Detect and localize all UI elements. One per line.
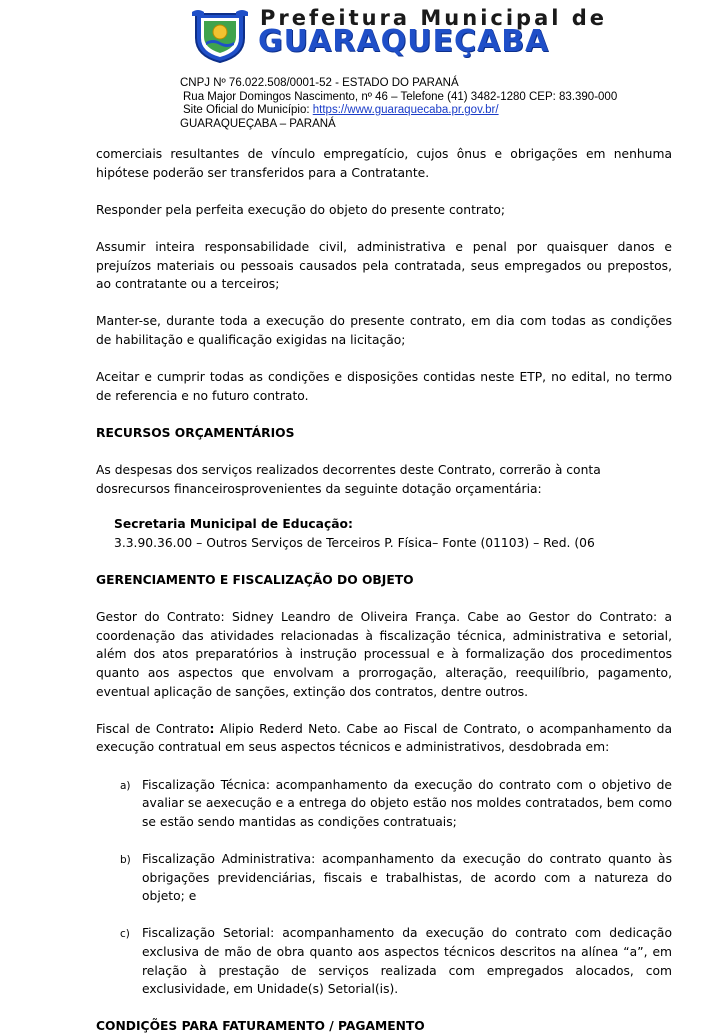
cnpj-line: CNPJ Nº 76.022.508/0001-52 - ESTADO DO PARANÁ [180, 77, 459, 89]
paragraph-liability: Assumir inteira responsabilidade civil, administrativa e penal por quaisquer danos e prejuízos materiais ou pessoais causados pela contratada, seus empregados ou prepostos, ao contratante ou a terceiros; [96, 239, 672, 292]
paragraph-qualification: Manter-se, durante toda a execução do presente contrato, em dia com todas as condições de habilitação e qualificação exigidas na licitação; [96, 314, 672, 347]
budget-allocation-code: 3.3.90.36.00 – Outros Serviços de Terceiros P. Física– Fonte (01103) – Red. (06 [114, 535, 595, 550]
letterhead-contact-info [180, 77, 617, 131]
org-name-city: GUARAQUEÇABA [258, 24, 550, 59]
city-line: GUARAQUEÇABA – PARANÁ [180, 117, 336, 130]
list-item [96, 924, 672, 998]
municipal-coat-of-arms-icon [190, 8, 250, 64]
paragraph-contract-manager: Gestor do Contrato: Sidney Leandro de Oliveira França. Cabe ao Gestor do Contrato: a coordenação das atividades relacionadas à fiscalização técnica, administrativa e setorial, além dos atos preparatórios à instrução processual e à formalização dos procedimentos quanto aos aspectos que envolvam a prorrogação, alteração, reequilíbrio, pagamento, eventual aplicação de sanções, extinção dos contratos, dentre outros. [96, 610, 672, 699]
list-item-text: Fiscalização Técnica: acompanhamento da execução do contrato com o objetivo de avaliar se aexecução e a entrega do objeto estão nos moldes contratados, bem como se estão sendo mantidas as condições contratuais; [142, 777, 672, 829]
inspector-colon: : [209, 721, 215, 736]
inspector-text: Alipio Rederd Neto. Cabe ao Fiscal de Contrato, o acompanhamento da execução contratual em seus aspectos técnicos e administrativos, desdobrada em: [96, 721, 672, 755]
list-item-text: Fiscalização Administrativa: acompanhamento da execução do contrato quanto às obrigações previdenciárias, fiscais e trabalhistas, de acordo com a natureza do objeto; e [142, 851, 672, 904]
paragraph-continuation: comerciais resultantes de vínculo empregatício, cujos ônus e obrigações em nenhuma hipótese poderão ser transferidos para a Contratante. [96, 147, 672, 180]
document-body [96, 145, 672, 1036]
inspector-label: Fiscal de Contrato [96, 721, 210, 736]
address-line: Rua Major Domingos Nascimento, nº 46 – Telefone (41) 3482-1280 CEP: 83.390-000 [183, 90, 618, 103]
list-item [96, 776, 672, 832]
budget-intro-line-2: dosrecursos financeirosprovenientes da seguinte dotação orçamentária: [96, 481, 542, 496]
budget-intro-line-1: As despesas dos serviços realizados decorrentes deste Contrato, correrão à conta [96, 463, 601, 478]
paragraph-compliance: Aceitar e cumprir todas as condições e disposições contidas neste ETP, no edital, no termo de referencia e no futuro contrato. [96, 370, 672, 403]
list-item [96, 850, 672, 906]
list-marker: c) [120, 928, 130, 941]
budget-secretariat: Secretaria Municipal de Educação: [114, 517, 353, 532]
list-marker: b) [120, 853, 131, 866]
paragraph-responsibility: Responder pela perfeita execução do objeto do presente contrato; [96, 202, 505, 217]
list-item-text: Fiscalização Setorial: acompanhamento da execução do contrato com dedicação exclusiva de mão de obra quanto aos aspectos técnicos descritos na alínea “a”, em relação à prestação de serviços realizada com empregados alocados, com exclusividade, em Unidade(s) Setorial(is). [142, 926, 672, 997]
section-heading-billing: CONDIÇÕES PARA FATURAMENTO / PAGAMENTO [96, 1019, 425, 1034]
website-line [180, 104, 617, 118]
list-marker: a) [120, 779, 131, 792]
section-heading-budget: RECURSOS ORÇAMENTÁRIOS [96, 425, 295, 440]
section-heading-management: GERENCIAMENTO E FISCALIZAÇÃO DO OBJETO [96, 573, 414, 588]
budget-allocation [96, 515, 595, 552]
website-link[interactable]: https://www.guaraquecaba.pr.gov.br/ [312, 104, 499, 116]
org-name-prefix: Prefeitura Municipal de [260, 6, 608, 30]
inspection-types-list [96, 776, 672, 999]
paragraph-contract-inspector [96, 720, 672, 757]
website-label: Site Oficial do Município: [183, 104, 313, 116]
